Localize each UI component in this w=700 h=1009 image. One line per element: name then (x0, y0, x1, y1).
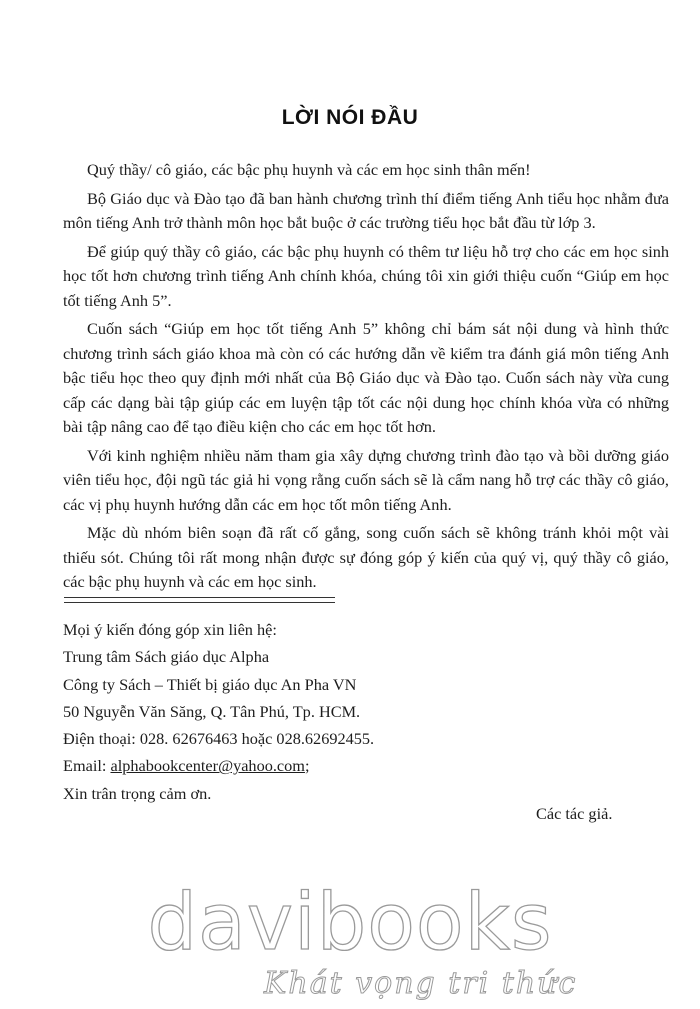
page-title: LỜI NÓI ĐẦU (281, 106, 419, 129)
contact-center: Trung tâm Sách giáo dục Alpha (63, 647, 270, 667)
paragraph: Cuốn sách “Giúp em học tốt tiếng Anh 5” không chỉ bám sát nội dung và hình thức chương trình sách giáo khoa mà còn có các hướng dẫn về kiểm tra đánh giá môn tiếng Anh bậc tiểu học theo quy định mới nhất của Bộ Giáo dục và Đào tạo. Cuốn sách này vừa cung cấp các dạng bài tập giúp các em luyện tập tốt các nội dung học chính khóa vừa có những bài tập nâng cao để tạo điều kiện cho các em học tốt hơn. (63, 319, 669, 436)
email-label: Email: (63, 756, 111, 776)
contact-email-line (63, 752, 374, 779)
paragraph: Mặc dù nhóm biên soạn đã rất cố gắng, song cuốn sách sẽ không tránh khỏi một vài thiếu sót. Chúng tôi rất mong nhận được sự đóng góp ý kiến của quý vị, quý thầy cô giáo, các bậc phụ huynh và các em học sinh. (63, 523, 669, 591)
watermark-slogan: Khát vọng tri thức (264, 966, 578, 1001)
contact-address: 50 Nguyễn Văn Săng, Q. Tân Phú, Tp. HCM. (63, 701, 361, 721)
preface-body (63, 158, 669, 599)
section-divider (64, 597, 335, 603)
paragraph: Với kinh nghiệm nhiều năm tham gia xây dựng chương trình đào tạo và bồi dưỡng giáo viên tiểu học, đội ngũ tác giả hi vọng rằng cuốn sách sẽ là cẩm nang hỗ trợ các thầy cô giáo, các vị phụ huynh hướng dẫn các em học tốt môn tiếng Anh. (63, 445, 669, 514)
contact-thanks: Xin trân trọng cảm ơn. (63, 783, 212, 803)
paragraph-greeting: Quý thầy/ cô giáo, các bậc phụ huynh và các em học sinh thân mến! (87, 160, 531, 179)
paragraph: Để giúp quý thầy cô giáo, các bậc phụ huynh có thêm tư liệu hỗ trợ cho các em học sinh học tốt hơn chương trình tiếng Anh chính khóa, chúng tôi xin giới thiệu cuốn “Giúp em học tốt tiếng Anh 5”. (63, 241, 669, 310)
contact-block (63, 616, 374, 807)
paragraph: Bộ Giáo dục và Đào tạo đã ban hành chương trình thí điểm tiếng Anh tiểu học nhằm đưa môn tiếng Anh trở thành môn học bắt buộc ở các trường tiểu học bắt đầu từ lớp 3. (63, 188, 669, 232)
email-link[interactable]: alphabookcenter@yahoo.com (110, 756, 305, 776)
contact-phone: Điện thoại: 028. 62676463 hoặc 028.62692455. (63, 729, 375, 749)
email-suffix: ; (304, 756, 310, 776)
signature: Các tác giả. (536, 804, 613, 823)
watermark-brand: davibooks (147, 878, 553, 968)
contact-company: Công ty Sách – Thiết bị giáo dục An Pha VN (63, 674, 357, 694)
contact-intro: Mọi ý kiến đóng góp xin liên hệ: (63, 620, 277, 639)
